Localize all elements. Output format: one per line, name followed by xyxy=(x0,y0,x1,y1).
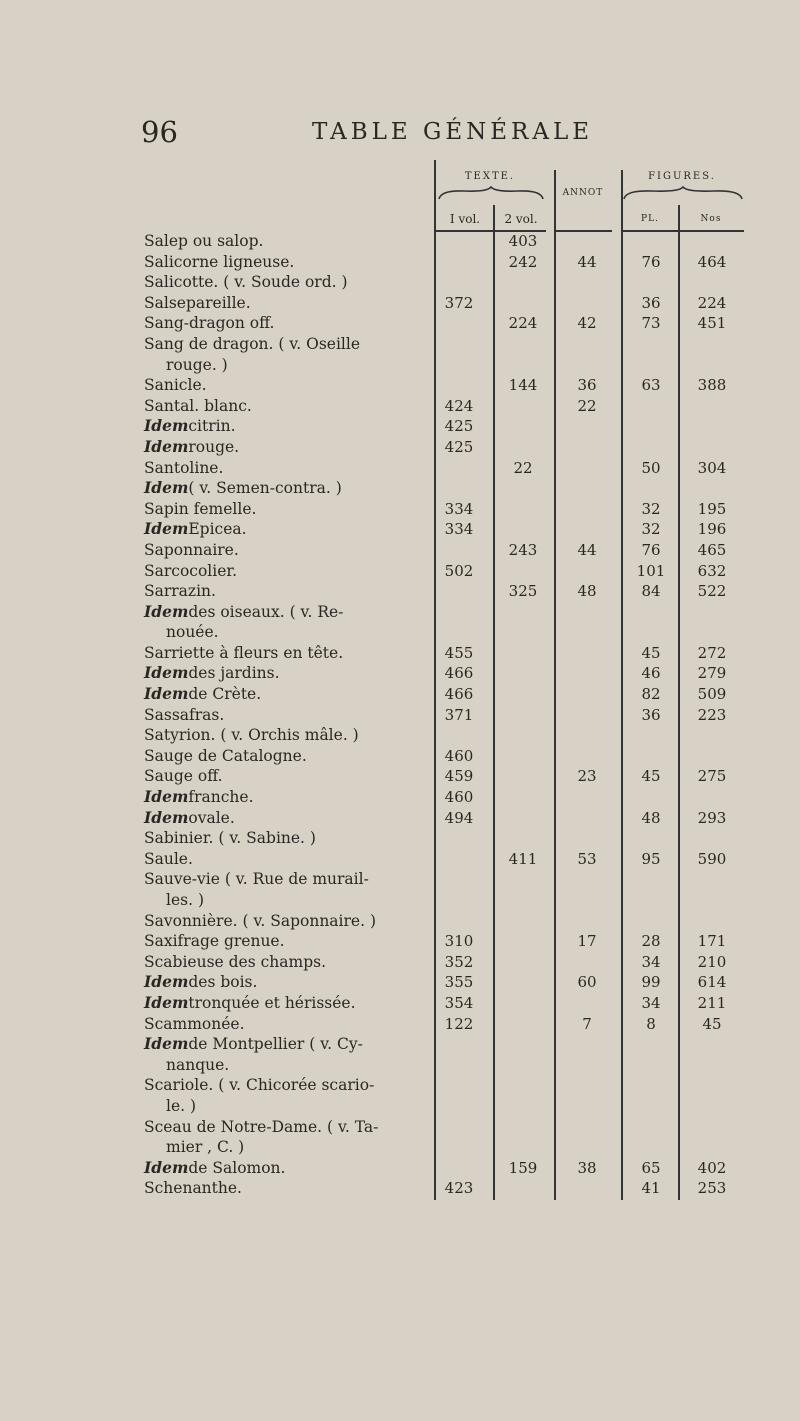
nos-value: 522 xyxy=(697,582,727,601)
table-row xyxy=(144,437,744,458)
entry-name xyxy=(144,766,223,787)
entry-idem: Idem xyxy=(144,601,189,621)
vol1-value: 355 xyxy=(444,973,474,992)
vol1-value: 460 xyxy=(444,788,474,807)
entry-text: Sarcocolier. xyxy=(144,561,238,580)
nos-value: 272 xyxy=(697,643,727,662)
pl-value: 48 xyxy=(641,808,661,827)
entry-name xyxy=(144,334,360,355)
entry-text: Scabieuse des champs. xyxy=(144,952,327,971)
entry-text: Salicorne ligneuse. xyxy=(144,252,295,271)
table-row xyxy=(144,828,744,849)
table-row xyxy=(144,993,744,1014)
pl-value: 32 xyxy=(641,520,661,539)
entry-idem: Idem xyxy=(144,684,189,704)
vol2-value: 224 xyxy=(508,314,538,333)
page-number: 96 xyxy=(141,115,178,149)
entry-text: Saponnaire. xyxy=(144,540,239,559)
pl-value: 32 xyxy=(641,499,661,518)
vol1-value: 455 xyxy=(444,643,474,662)
annot-header: ANNOT xyxy=(562,188,604,198)
entry-name xyxy=(144,499,256,520)
entry-text: Sabinier. ( v. Sabine. ) xyxy=(144,829,316,848)
entry-idem: Idem xyxy=(144,416,189,436)
nos-value: 196 xyxy=(697,520,727,539)
table-row xyxy=(144,643,744,664)
nos-value: 223 xyxy=(697,705,727,724)
texte-brace xyxy=(437,186,545,200)
vol1-value: 371 xyxy=(444,705,474,724)
vol2-value: 243 xyxy=(508,540,538,559)
pl-value: 73 xyxy=(641,314,661,333)
table-row xyxy=(144,478,744,499)
entry-name xyxy=(144,478,342,499)
table-row xyxy=(144,458,744,479)
nos-value: 275 xyxy=(697,767,727,786)
table-row xyxy=(144,622,744,643)
entry-text: nanque. xyxy=(166,1055,230,1074)
entry-text: des jardins. xyxy=(188,664,280,683)
figures-group-header: FIGURES. xyxy=(648,171,716,182)
vol1-value: 354 xyxy=(444,993,474,1012)
table-row xyxy=(144,1117,744,1138)
entry-text: nouée. xyxy=(166,623,219,642)
pl-value: 84 xyxy=(641,582,661,601)
entry-text: Sarrazin. xyxy=(144,582,216,601)
entry-name xyxy=(144,519,247,540)
entry-idem: Idem xyxy=(144,992,189,1012)
annot-value: 48 xyxy=(577,582,597,601)
annot-value: 36 xyxy=(577,376,597,395)
entry-name xyxy=(166,355,228,376)
table-row xyxy=(144,1137,744,1158)
nos-value: 45 xyxy=(702,1014,722,1033)
entry-name xyxy=(144,869,369,890)
nos-value: 614 xyxy=(697,973,727,992)
pl-value: 82 xyxy=(641,685,661,704)
entry-name xyxy=(166,622,219,643)
figures-brace xyxy=(622,186,744,200)
entries-table xyxy=(144,231,744,1199)
entry-name xyxy=(144,684,261,705)
nos-value: 388 xyxy=(697,376,727,395)
entry-name xyxy=(144,540,239,561)
entry-text: Sang de dragon. ( v. Oseille xyxy=(144,334,361,353)
vol2-value: 22 xyxy=(513,458,533,477)
table-row xyxy=(144,519,744,540)
annot-value: 44 xyxy=(577,252,597,271)
nos-value: 465 xyxy=(697,540,727,559)
nos-value: 224 xyxy=(697,293,727,312)
annot-value: 23 xyxy=(577,767,597,786)
entry-name xyxy=(144,416,236,437)
entry-text: Salep ou salop. xyxy=(144,232,264,250)
nos-value: 211 xyxy=(697,993,727,1012)
table-row xyxy=(144,581,744,602)
entry-text: Santoline. xyxy=(144,458,224,477)
annot-value: 7 xyxy=(582,1014,592,1033)
pl-value: 34 xyxy=(641,952,661,971)
entry-text: de Montpellier ( v. Cy- xyxy=(188,1035,363,1054)
entry-text: de Salomon. xyxy=(188,1158,286,1177)
annot-value: 22 xyxy=(577,396,597,415)
entry-name xyxy=(144,313,274,334)
table-row xyxy=(144,746,744,767)
entry-text: rouge. xyxy=(188,437,240,456)
entry-idem: Idem xyxy=(144,663,189,683)
pl-value: 65 xyxy=(641,1158,661,1177)
entry-name xyxy=(144,1117,378,1138)
entry-name xyxy=(166,1055,229,1076)
entry-name xyxy=(144,911,376,932)
entry-text: des bois. xyxy=(188,973,258,992)
pl-value: 99 xyxy=(641,973,661,992)
table-row xyxy=(144,766,744,787)
table-row xyxy=(144,1178,744,1199)
entry-name xyxy=(144,993,356,1014)
entry-text: Schenanthe. xyxy=(144,1179,242,1198)
entry-idem: Idem xyxy=(144,519,189,539)
table-row xyxy=(144,1158,744,1179)
vol1-value: 502 xyxy=(444,561,474,580)
entry-name xyxy=(144,252,294,273)
entry-name xyxy=(144,808,235,829)
pl-value: 45 xyxy=(641,643,661,662)
vol2-value: 403 xyxy=(508,232,538,250)
table-row xyxy=(144,540,744,561)
pl-header: PL. xyxy=(641,214,659,224)
pl-value: 76 xyxy=(641,252,661,271)
table-row xyxy=(144,1014,744,1035)
entry-text: Salsepareille. xyxy=(144,293,251,312)
entry-name xyxy=(144,581,216,602)
entry-name xyxy=(144,1014,245,1035)
entry-name xyxy=(144,931,285,952)
table-row xyxy=(144,1055,744,1076)
entry-text: Sceau de Notre-Dame. ( v. Ta- xyxy=(144,1117,379,1136)
entry-idem: Idem xyxy=(144,1034,189,1054)
table-row xyxy=(144,334,744,355)
entry-text: ovale. xyxy=(188,808,235,827)
table-row xyxy=(144,972,744,993)
vol1-value: 352 xyxy=(444,952,474,971)
entry-text: Savonnière. ( v. Saponnaire. ) xyxy=(144,911,376,930)
entry-text: Sang-dragon off. xyxy=(144,314,275,333)
table-row xyxy=(144,663,744,684)
entry-text: Santal. blanc. xyxy=(144,396,252,415)
table-row xyxy=(144,1096,744,1117)
entry-name xyxy=(166,890,204,911)
pl-value: 45 xyxy=(641,767,661,786)
entry-name xyxy=(144,972,257,993)
table-row xyxy=(144,911,744,932)
entry-text: Sauge de Catalogne. xyxy=(144,746,307,765)
vol1-value: 460 xyxy=(444,746,474,765)
entry-text: les. ) xyxy=(166,891,204,909)
entry-idem: Idem xyxy=(144,478,189,498)
pl-value: 41 xyxy=(641,1179,661,1198)
annot-value: 60 xyxy=(577,973,597,992)
table-row xyxy=(144,396,744,417)
nos-value: 210 xyxy=(697,952,727,971)
nos-value: 590 xyxy=(697,849,727,868)
vol2-value: 159 xyxy=(508,1158,538,1177)
entry-name xyxy=(144,1158,285,1179)
table-row xyxy=(144,787,744,808)
nos-value: 304 xyxy=(697,458,727,477)
entry-text: de Crète. xyxy=(188,685,262,704)
pl-value: 95 xyxy=(641,849,661,868)
entry-name xyxy=(144,1178,242,1199)
entry-name xyxy=(144,458,223,479)
entry-text: Sanicle. xyxy=(144,376,207,395)
entry-name xyxy=(144,561,237,582)
table-row xyxy=(144,1034,744,1055)
entry-name xyxy=(144,293,251,314)
table-row xyxy=(144,272,744,293)
table-row xyxy=(144,684,744,705)
nos-header: Nos xyxy=(700,214,722,224)
vol1-header: I vol. xyxy=(449,212,481,226)
entry-idem: Idem xyxy=(144,807,189,827)
entry-name xyxy=(144,375,207,396)
table-row xyxy=(144,952,744,973)
vol2-value: 144 xyxy=(508,376,538,395)
entry-idem: Idem xyxy=(144,787,189,807)
pl-value: 34 xyxy=(641,993,661,1012)
entry-name xyxy=(144,787,254,808)
entry-text: rouge. ) xyxy=(166,355,228,374)
table-row xyxy=(144,725,744,746)
pl-value: 28 xyxy=(641,932,661,951)
table-row xyxy=(144,252,744,273)
entry-text: citrin. xyxy=(188,417,236,436)
pl-value: 36 xyxy=(641,293,661,312)
entry-name xyxy=(144,828,316,849)
entry-text: Scariole. ( v. Chicorée scario- xyxy=(144,1076,375,1095)
entry-name xyxy=(144,1075,374,1096)
entry-name xyxy=(144,746,307,767)
table-row xyxy=(144,869,744,890)
entry-text: Sarriette à fleurs en tête. xyxy=(144,643,344,662)
table-row xyxy=(144,561,744,582)
entry-text: Saule. xyxy=(144,849,193,868)
running-title: TABLE GÉNÉRALE xyxy=(312,119,594,145)
nos-value: 509 xyxy=(697,685,727,704)
entry-name xyxy=(166,1137,244,1158)
vol1-value: 466 xyxy=(444,664,474,683)
table-row xyxy=(144,499,744,520)
table-row xyxy=(144,849,744,870)
vol1-value: 334 xyxy=(444,520,474,539)
entry-idem: Idem xyxy=(144,436,189,456)
entry-text: franche. xyxy=(188,788,254,807)
entry-idem: Idem xyxy=(144,1157,189,1177)
entry-text: tronquée et hérissée. xyxy=(188,993,356,1012)
entry-text: ( v. Semen-contra. ) xyxy=(188,479,342,498)
nos-value: 632 xyxy=(697,561,727,580)
entry-text: Epicea. xyxy=(188,520,247,539)
table-row xyxy=(144,808,744,829)
nos-value: 279 xyxy=(697,664,727,683)
table-row xyxy=(144,416,744,437)
table-row xyxy=(144,890,744,911)
table-row xyxy=(144,355,744,376)
table-row xyxy=(144,231,744,252)
annot-value: 42 xyxy=(577,314,597,333)
entry-text: Satyrion. ( v. Orchis mâle. ) xyxy=(144,726,359,745)
table-row xyxy=(144,705,744,726)
entry-text: Saxifrage grenue. xyxy=(144,932,285,951)
table-row xyxy=(144,293,744,314)
entry-name xyxy=(144,602,343,623)
annot-value: 53 xyxy=(577,849,597,868)
vol1-value: 372 xyxy=(444,293,474,312)
nos-value: 451 xyxy=(697,314,727,333)
vol1-value: 494 xyxy=(444,808,474,827)
vol1-value: 334 xyxy=(444,499,474,518)
entry-name xyxy=(144,231,263,252)
table-row xyxy=(144,602,744,623)
entry-text: Sassafras. xyxy=(144,705,225,724)
vol1-value: 425 xyxy=(444,437,474,456)
nos-value: 171 xyxy=(697,932,727,951)
entry-text: Sauve-vie ( v. Rue de murail- xyxy=(144,870,369,889)
pl-value: 8 xyxy=(646,1014,656,1033)
entry-text: des oiseaux. ( v. Re- xyxy=(188,602,344,621)
entry-name xyxy=(144,396,252,417)
vol1-value: 423 xyxy=(444,1179,474,1198)
vol1-value: 466 xyxy=(444,685,474,704)
entry-name xyxy=(144,663,280,684)
entry-text: Sapin femelle. xyxy=(144,499,257,518)
entry-name xyxy=(144,725,359,746)
table-row xyxy=(144,931,744,952)
vol2-value: 325 xyxy=(508,582,538,601)
entry-name xyxy=(166,1096,196,1117)
annot-value: 17 xyxy=(577,932,597,951)
nos-value: 293 xyxy=(697,808,727,827)
entry-text: Sauge off. xyxy=(144,767,223,786)
vol1-value: 122 xyxy=(444,1014,474,1033)
entry-name xyxy=(144,272,348,293)
pl-value: 101 xyxy=(636,561,666,580)
nos-value: 195 xyxy=(697,499,727,518)
vol2-value: 242 xyxy=(508,252,538,271)
texte-group-header: TEXTE. xyxy=(464,171,516,182)
table-row xyxy=(144,1075,744,1096)
entry-name xyxy=(144,1034,363,1055)
entry-name xyxy=(144,705,224,726)
entry-text: Salicotte. ( v. Soude ord. ) xyxy=(144,273,348,292)
nos-value: 402 xyxy=(697,1158,727,1177)
pl-value: 46 xyxy=(641,664,661,683)
table-row xyxy=(144,375,744,396)
entry-name xyxy=(144,849,193,870)
pl-value: 36 xyxy=(641,705,661,724)
entry-name xyxy=(144,952,326,973)
pl-value: 63 xyxy=(641,376,661,395)
entry-text: Scammonée. xyxy=(144,1014,245,1033)
nos-value: 464 xyxy=(697,252,727,271)
table-row xyxy=(144,313,744,334)
vol2-value: 411 xyxy=(508,849,538,868)
annot-value: 44 xyxy=(577,540,597,559)
entry-name xyxy=(144,437,239,458)
vol1-value: 459 xyxy=(444,767,474,786)
vol2-header: 2 vol. xyxy=(504,212,538,226)
pl-value: 76 xyxy=(641,540,661,559)
entry-text: mier , C. ) xyxy=(166,1138,245,1157)
annot-value: 38 xyxy=(577,1158,597,1177)
entry-idem: Idem xyxy=(144,972,189,992)
entry-text: le. ) xyxy=(166,1096,197,1115)
pl-value: 50 xyxy=(641,458,661,477)
nos-value: 253 xyxy=(697,1179,727,1198)
vol1-value: 425 xyxy=(444,417,474,436)
vol1-value: 424 xyxy=(444,396,474,415)
vol1-value: 310 xyxy=(444,932,474,951)
entry-name xyxy=(144,643,343,664)
